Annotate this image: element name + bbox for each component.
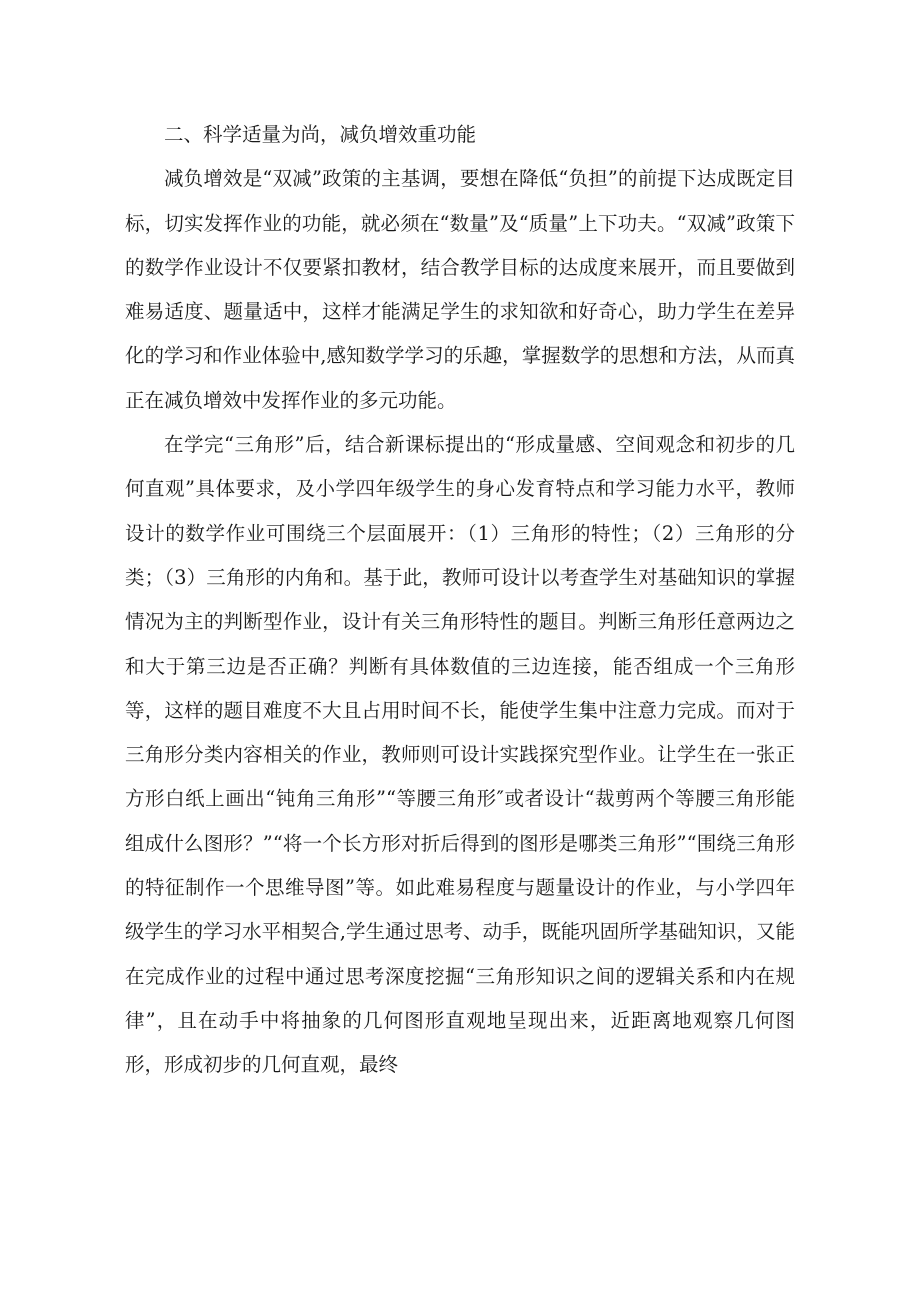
document-body (125, 113, 795, 1088)
paragraph-reduce-burden: 减负增效是“双减”政策的主基调，要想在降低“负担”的前提下达成既定目标，切实发挥作业的功能，就必须在“数量”及“质量”上下功夫。“双减”政策下的数学作业设计不仅要紧扣教材，结合教学目标的达成度来展开，而且要做到难易适度、题量适中，这样才能满足学生的求知欲和好奇心，助力学生在差异化的学习和作业体验中,感知数学学习的乐趣，掌握数学的思想和方法，从而真正在减负增效中发挥作业的多元功能。 (125, 167, 795, 412)
paragraph-triangle-homework: 在学完“三角形”后，结合新课标提出的“形成量感、空间观念和初步的几何直观”具体要求，及小学四年级学生的身心发育特点和学习能力水平，教师设计的数学作业可围绕三个层面展开：（1）三角形的特性；（2）三角形的分类；（3）三角形的内角和。基于此，教师可设计以考查学生对基础知识的掌握情况为主的判断型作业，设计有关三角形特性的题目。判断三角形任意两边之和大于第三边是否正确？判断有具体数值的三边连接，能否组成一个三角形等，这样的题目难度不大且占用时间不长，能使学生集中注意力完成。而对于三角形分类内容相关的作业，教师则可设计实践探究型作业。让学生在一张正方形白纸上画出“钝角三角形”“等腰三角形″或者设计“裁剪两个等腰三角形能组成什么图形？”“将一个长方形对折后得到的图形是哪类三角形”“围绕三角形的特征制作一个思维导图”等。如此难易程度与题量设计的作业，与小学四年级学生的学习水平相契合,学生通过思考、动手，既能巩固所学基础知识，又能在完成作业的过程中通过思考深度挖掘“三角形知识之间的逻辑关系和内在规律”，且在动手中将抽象的几何图形直观地呈现出来，近距离地观察几何图形，形成初步的几何直观，最终 (125, 433, 795, 1077)
section-heading: 二、科学适量为尚，减负增效重功能 (164, 123, 477, 146)
